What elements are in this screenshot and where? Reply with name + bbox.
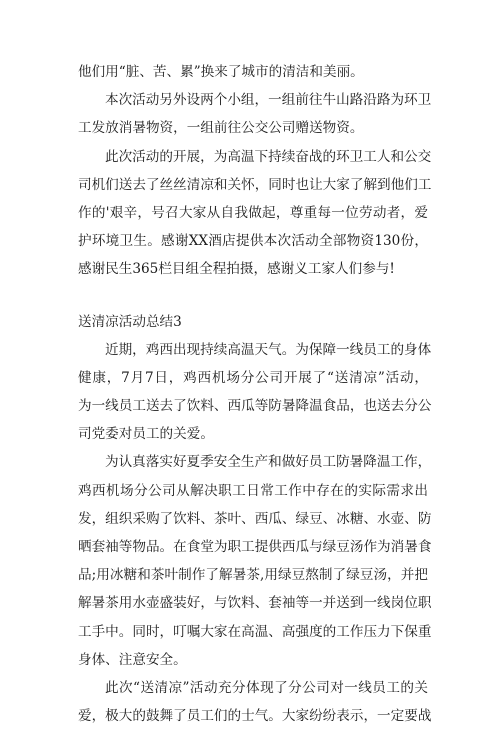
text-line: 品;用冰糖和茶叶制作了解暑茶,用绿豆熬制了绿豆汤，并把: [78, 567, 428, 584]
text-line: 近期，鸡西出现持续高温天气。为保障一线员工的身体: [105, 341, 432, 358]
text-line: 感谢民生365栏目组全程拍摄，感谢义工家人们参与!: [78, 261, 395, 278]
text-line: 为一线员工送去了饮料、西瓜等防暑降温食品，也送去分公: [78, 398, 432, 415]
text-line: 司机们送去了丝丝清凉和关怀，同时也让大家了解到他们工: [78, 176, 432, 193]
section-title: 送清凉活动总结3: [78, 313, 182, 330]
text-line: 护环境卫生。感谢XX酒店提供本次活动全部物资130份，: [78, 233, 428, 250]
document-page: [78, 58, 432, 730]
text-line: 身体、注意安全。: [78, 651, 187, 668]
text-line: 解暑茶用水壶盛装好，与饮料、套袖等一并送到一线岗位职: [78, 595, 432, 612]
paragraph-block-top: [78, 58, 432, 284]
text-line: 爱，极大的鼓舞了员工们的士气。大家纷纷表示，一定要战: [78, 708, 432, 725]
text-line: 作的'艰辛，号召大家从自我做起，尊重每一位劳动者，爱: [78, 204, 428, 221]
text-line: 晒套袖等物品。在食堂为职工提供西瓜与绿豆汤作为消暑食: [78, 539, 432, 555]
text-line: 工手中。同时，叮嘱大家在高温、高强度的工作压力下保重: [78, 623, 432, 640]
text-line: 为认真落实好夏季安全生产和做好员工防暑降温工作，: [105, 454, 432, 471]
text-line: 健康，7月7日，鸡西机场分公司开展了“送清凉”活动，: [78, 369, 428, 386]
text-line: 工发放消暑物资，一组前往公交公司赠送物资。: [78, 120, 364, 137]
paragraph-block-bottom: [78, 336, 432, 730]
section-gap: [78, 284, 428, 308]
text-line: 发，组织采购了饮料、茶叶、西瓜、绿豆、冰糖、水壶、防: [78, 510, 432, 527]
text-line: 司党委对员工的关爱。: [78, 426, 214, 443]
text-line: 本次活动另外设两个小组，一组前往牛山路沿路为环卫: [105, 92, 432, 109]
text-line: 此次活动的开展，为高温下持续奋战的环卫工人和公交: [105, 148, 432, 165]
text-line: 鸡西机场分公司从解决职工日常工作中存在的实际需求出: [78, 482, 428, 499]
text-line: 他们用“脏、苦、累”换来了城市的清洁和美丽。: [78, 64, 364, 80]
text-line: 此次“送清凉”活动充分体现了分公司对一线员工的关: [105, 679, 428, 696]
